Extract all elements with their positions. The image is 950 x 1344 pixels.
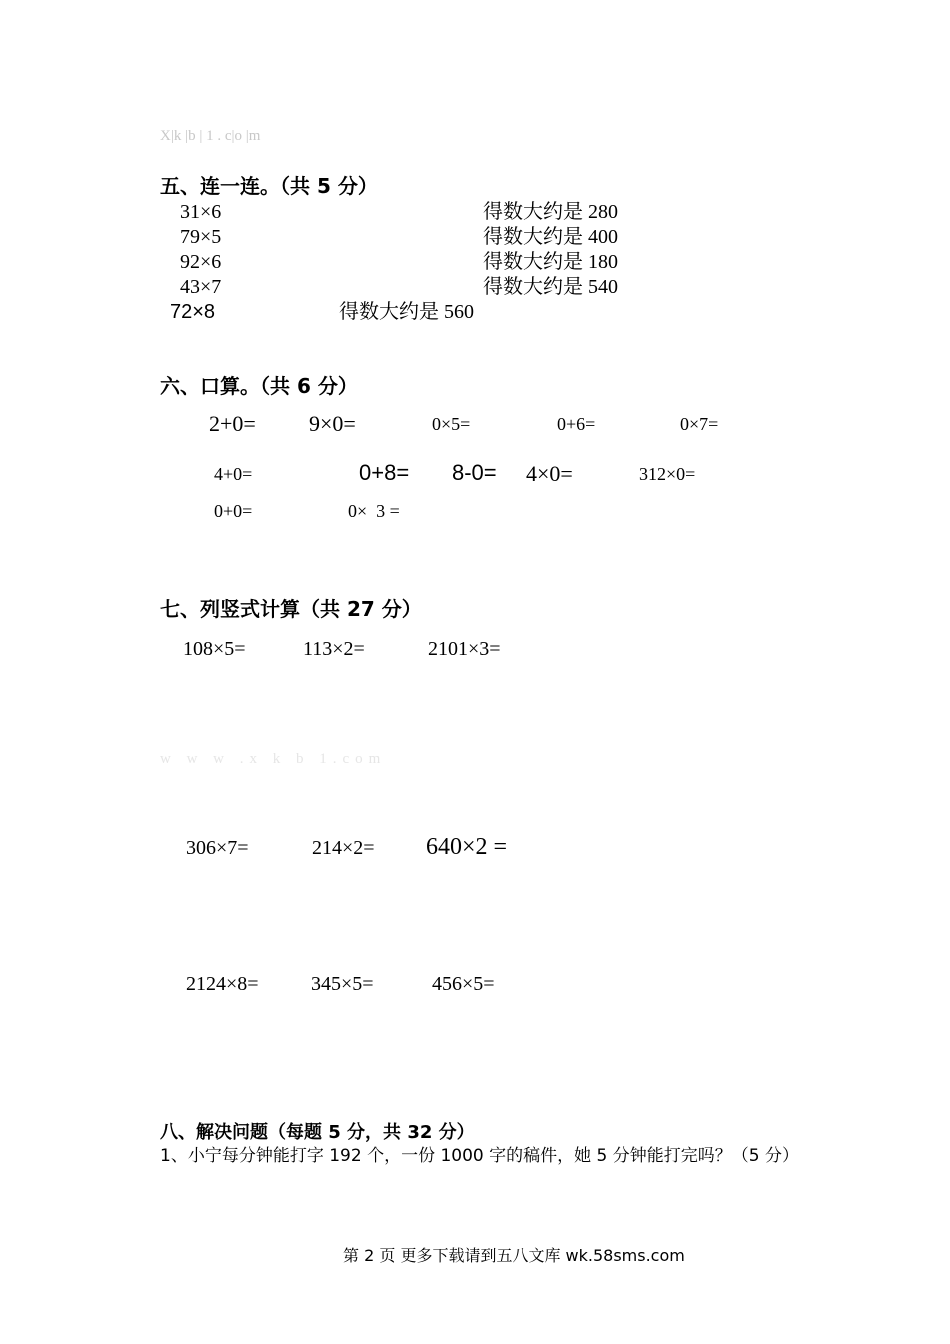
match-right-item: 得数大约是 560 <box>339 301 474 323</box>
oral-calc-item: 4+0= <box>214 464 253 484</box>
vertical-calc-item: 113×2= <box>303 638 365 660</box>
watermark-mid: w w w .x k b 1.com <box>160 751 387 767</box>
oral-calc-item: 0+8= <box>359 460 410 485</box>
oral-calc-item: 312×0= <box>639 464 696 484</box>
page-footer: 第 2 页 更多下载请到五八文库 wk.58sms.com <box>343 1246 685 1265</box>
vertical-calc-item: 306×7= <box>186 837 249 859</box>
match-left-item: 31×6 <box>180 201 222 223</box>
oral-calc-item: 0+0= <box>214 501 253 521</box>
match-right-item: 得数大约是 540 <box>483 276 618 298</box>
vertical-calc-item: 456×5= <box>432 973 495 995</box>
section-8-title: 八、解决问题（每题 5 分，共 32 分） <box>160 1122 475 1143</box>
vertical-calc-item: 214×2= <box>312 837 375 859</box>
section-7-title: 七、列竖式计算（共 27 分） <box>160 597 422 621</box>
vertical-calc-item: 2101×3= <box>428 638 501 660</box>
oral-calc-item: 0×7= <box>680 414 719 434</box>
match-left-item: 92×6 <box>180 251 222 273</box>
oral-calc-item: 0× 3 = <box>348 501 400 521</box>
problem-1-text: 1、小宁每分钟能打字 192 个，一份 1000 字的稿件，她 5 分钟能打完吗？（5 分） <box>160 1146 799 1166</box>
match-right-item: 得数大约是 280 <box>483 201 618 223</box>
match-left-item: 43×7 <box>180 276 222 298</box>
match-left-item: 79×5 <box>180 226 222 248</box>
oral-calc-item: 4×0= <box>526 461 573 486</box>
watermark-top: X|k |b | 1 . c|o |m <box>160 128 261 144</box>
oral-calc-item: 0+6= <box>557 414 596 434</box>
oral-calc-item: 8-0= <box>452 460 497 485</box>
oral-calc-item: 9×0= <box>309 411 356 436</box>
match-right-item: 得数大约是 180 <box>483 251 618 273</box>
section-6-title: 六、口算。（共 6 分） <box>160 374 358 398</box>
match-right-item: 得数大约是 400 <box>483 226 618 248</box>
match-left-item: 72×8 <box>170 301 216 323</box>
vertical-calc-item: 345×5= <box>311 973 374 995</box>
oral-calc-item: 0×5= <box>432 414 471 434</box>
vertical-calc-item: 2124×8= <box>186 973 259 995</box>
vertical-calc-item: 108×5= <box>183 638 246 660</box>
section-5-title: 五、连一连。（共 5 分） <box>160 174 378 198</box>
vertical-calc-item: 640×2 = <box>426 834 508 860</box>
oral-calc-item: 2+0= <box>209 411 256 436</box>
